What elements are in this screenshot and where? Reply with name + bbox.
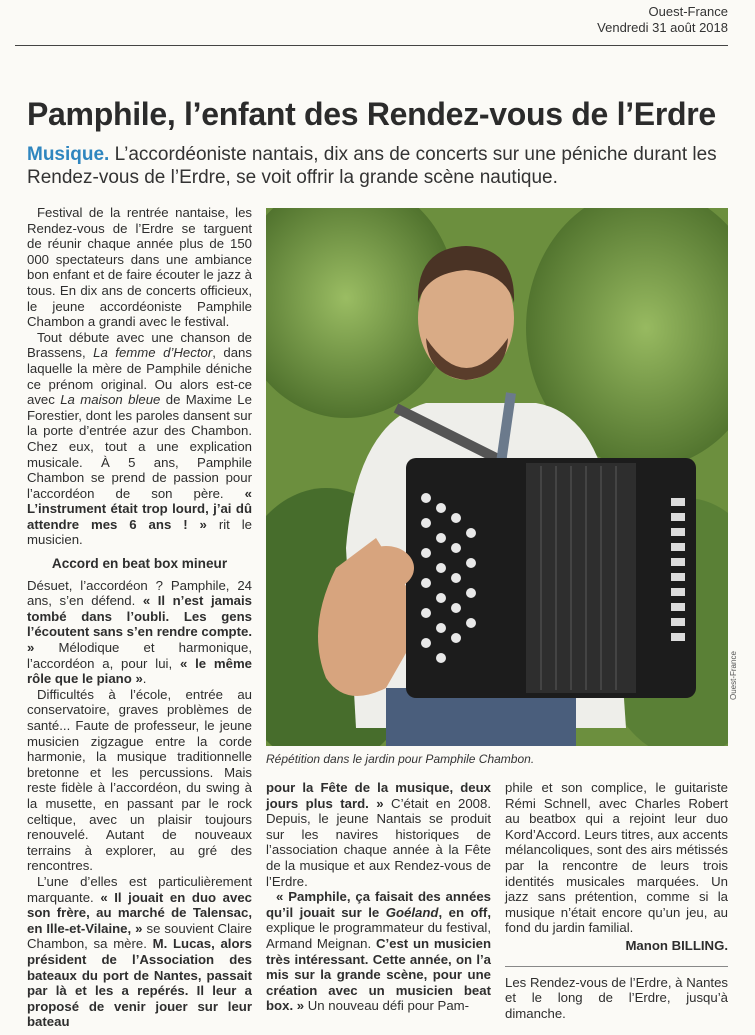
- header-rule: [15, 45, 728, 46]
- paragraph: Désuet, l’accordéon ? Pamphile, 24 ans, s’en défend. « Il n’est jamais tombé dans l’oubli. Les gens l’écoutent sans s’en rendre compte. » Mélodique et harmonique, l’accordéon a, pour lui, « le même rôle que le piano ».: [27, 577, 253, 687]
- info-separator: [505, 966, 728, 967]
- article-lead: [27, 143, 727, 189]
- accordionist-photo-illustration: [266, 208, 728, 746]
- issue-date: Vendredi 31 août 2018: [597, 20, 728, 35]
- paragraph: Tout débute avec une chanson de Brassens, La femme d’Hector, dans laquelle la mère de Pamphile déniche ce prénom original. Ou alors est-ce avec La maison bleue de Maxime Le Forestier, dont les paroles dansent sur la porte d’entrée azur des Chambon. Chez eux, tout a une explication musicale. À 5 ans, Pamphile Chambon se prend de passion pour l’accordéon de son père. « L’instrument était trop lourd, j’ai dû attendre mes 6 ans ! » rit le musicien.: [27, 329, 253, 548]
- article-column-2: [266, 780, 491, 1014]
- article-photo: [266, 208, 728, 746]
- photo-credit: Ouest-France: [729, 651, 738, 700]
- paragraph: Festival de la rentrée nantaise, les Rendez-vous de l’Erdre se targuent de réunir chaque année plus de 150 000 spectateurs dans une ambiance bon enfant et de faire écouter le jazz à tous. En dix ans de concerts officieux, le jeune accordéoniste Pamphile Chambon a grandi avec le festival.: [27, 205, 252, 330]
- masthead: [597, 4, 728, 36]
- paragraph: Difficultés à l’école, entrée au conservatoire, graves problèmes de santé... Faute de professeur, le jeune musicien zigzague entre la corde harmonie, la musique traditionnelle bretonne et les percussions. Mais reste fidèle à l’accordéon, du swing à la musette, en passant par le rock celtique, avec un plaisir toujours renouvelé. Autant de nouveaux terrains à explorer, au gré des rencontres.: [27, 686, 252, 874]
- paragraph: L’une d’elles est particulièrement marquante. « Il jouait en duo avec son frère, au marché de Talensac, en Ille-et-Vilaine, » se souvient Claire Chambon, sa mère. M. Lucas, alors président de l’Association des bateaux du port de Nantes, passait par là et les a repérés. Il leur a proposé de venir jouer sur leur bateau: [27, 873, 253, 1030]
- article-headline: Pamphile, l’enfant des Rendez-vous de l’Erdre: [27, 96, 716, 132]
- author-signature: Manon BILLING.: [625, 937, 728, 953]
- photo-caption: Répétition dans le jardin pour Pamphile Chambon.: [266, 752, 535, 766]
- section-kicker: Musique.: [27, 144, 110, 165]
- paragraph: « Pamphile, ça faisait des années qu’il jouait sur le Goéland, en off, explique le programmateur du festival, Armand Meignan. C’est un musicien très intéressant. Cette année, on l’a mis sur la grande scène, pour une création avec un musicien beat box. » Un nouveau défi pour Pam-: [266, 889, 491, 1014]
- article-column-3: [505, 780, 728, 1021]
- subheading: Accord en beat box mineur: [51, 556, 228, 572]
- practical-info: Les Rendez-vous de l’Erdre, à Nantes et le long de l’Erdre, jusqu’à dimanche.: [505, 974, 728, 1021]
- newspaper-name: Ouest-France: [648, 4, 728, 19]
- lead-text: L’accordéoniste nantais, dix ans de concerts sur une péniche durant les Rendez-vous de l’Erdre, se voit offrir la grande scène nautique.: [27, 144, 717, 188]
- article-column-1: [27, 205, 252, 1030]
- paragraph: pour la Fête de la musique, deux jours plus tard. » C’était en 2008. Depuis, le jeune Nantais se produit sur les navires historiques de l’association chaque année à la Fête de la musique et aux Rendez-vous de l’Erdre.: [266, 780, 491, 889]
- paragraph: phile et son complice, le guitariste Rémi Schnell, avec Charles Robert au beatbox qui a rejoint leur duo Kord’Accord. Leurs titres, aux accents mélancoliques, sont des airs métissés par la rencontre de leurs trois identités musicales marquées. Un jazz sans prétention, comme si la musique n’était encore qu’un jeu, au fond du jardin familial.: [505, 780, 728, 936]
